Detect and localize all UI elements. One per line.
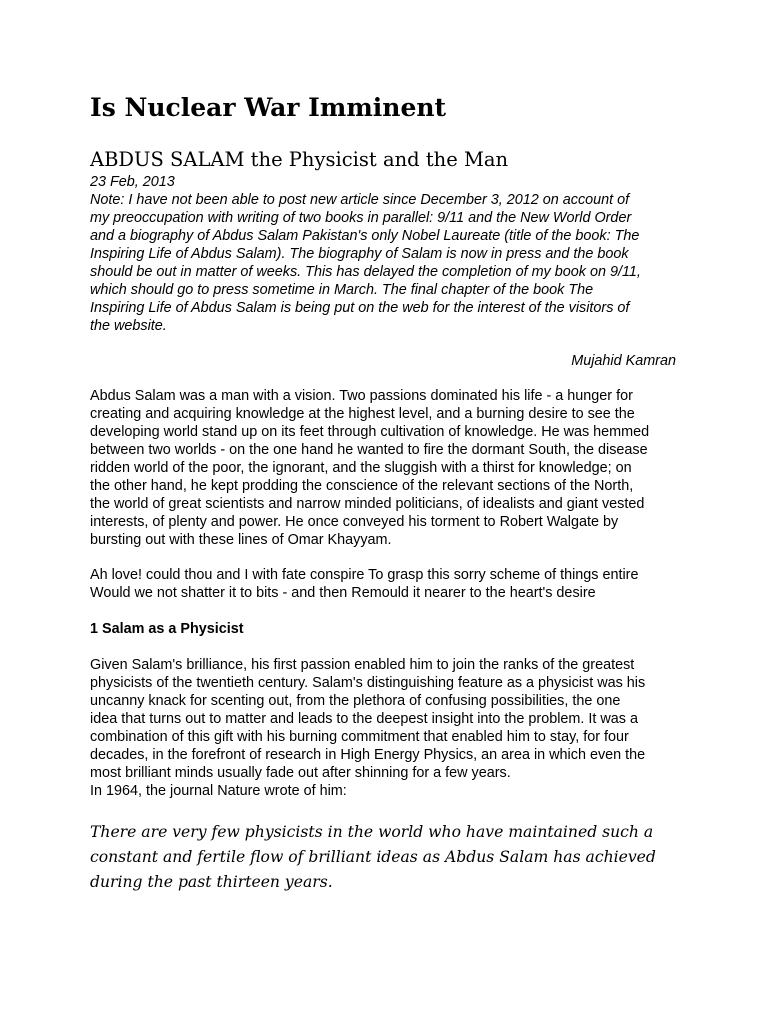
- paragraph-line: the other hand, he kept prodding the conscience of the relevant sections of the North,: [90, 478, 634, 494]
- quote-line: constant and fertile flow of brilliant ideas as Abdus Salam has achieved: [90, 848, 656, 866]
- article-date: 23 Feb, 2013: [90, 174, 175, 190]
- paragraph-line: bursting out with these lines of Omar Khayyam.: [90, 532, 392, 548]
- nature-quote: [90, 820, 656, 895]
- article-title: ABDUS SALAM the Physicist and the Man: [90, 148, 509, 171]
- paragraph-line: interests, of plenty and power. He once conveyed his torment to Robert Walgate by: [90, 514, 619, 530]
- paragraph-line: ridden world of the poor, the ignorant, and the sluggish with a thirst for knowledge; on: [90, 460, 632, 476]
- paragraph-line: creating and acquiring knowledge at the highest level, and a burning desire to see the: [90, 406, 635, 422]
- paragraph-line: most brilliant minds usually fade out after shinning for a few years.: [90, 765, 511, 781]
- note-line: should be out in matter of weeks. This has delayed the completion of my book on 9/11,: [90, 264, 641, 280]
- page-title: Is Nuclear War Imminent: [90, 93, 447, 122]
- quote-line: during the past thirteen years.: [90, 873, 333, 891]
- quote-line: There are very few physicists in the world who have maintained such a: [90, 823, 654, 841]
- paragraph-line: Given Salam's brilliance, his first passion enabled him to join the ranks of the greatest: [90, 657, 635, 673]
- author-note: [90, 173, 678, 335]
- paragraph-line: idea that turns out to matter and leads to the deepest insight into the problem. It was a: [90, 711, 638, 727]
- note-line: Note: I have not been able to post new article since December 3, 2012 on account of: [90, 192, 630, 208]
- note-line: Inspiring Life of Abdus Salam). The biography of Salam is now in press and the book: [90, 246, 629, 262]
- paragraph-line: combination of this gift with his burning commitment that enabled him to stay, for four: [90, 729, 629, 745]
- paragraph-line: developing world stand up on its feet through cultivation of knowledge. He was hemmed: [90, 424, 650, 440]
- paragraph-line: uncanny knack for scenting out, from the plethora of confusing possibilities, the one: [90, 693, 621, 709]
- note-line: the website.: [90, 318, 167, 334]
- physicist-paragraph: [90, 656, 690, 800]
- paragraph-line: Abdus Salam was a man with a vision. Two passions dominated his life - a hunger for: [90, 388, 633, 404]
- paragraph-line: decades, in the forefront of research in High Energy Physics, an area in which even the: [90, 747, 646, 763]
- section-heading: 1 Salam as a Physicist: [90, 621, 244, 637]
- author-signature: Mujahid Kamran: [571, 353, 676, 369]
- paragraph-line: physicists of the twentieth century. Salam's distinguishing feature as a physicist was his: [90, 675, 646, 691]
- poem-line: Ah love! could thou and I with fate conspire To grasp this sorry scheme of things entire: [90, 567, 639, 583]
- note-line: and a biography of Abdus Salam Pakistan's only Nobel Laureate (title of the book: The: [90, 228, 640, 244]
- paragraph-line: In 1964, the journal Nature wrote of him:: [90, 783, 347, 799]
- intro-paragraph: [90, 387, 690, 549]
- note-line: Inspiring Life of Abdus Salam is being put on the web for the interest of the visitors of: [90, 300, 630, 316]
- paragraph-line: the world of great scientists and narrow minded politicians, of idealists and giant vested: [90, 496, 645, 512]
- poem-paragraph: [90, 566, 690, 602]
- note-line: my preoccupation with writing of two books in parallel: 9/11 and the New World Order: [90, 210, 632, 226]
- poem-line: Would we not shatter it to bits - and then Remould it nearer to the heart's desire: [90, 585, 596, 601]
- paragraph-line: between two worlds - on the one hand he wanted to fire the dormant South, the disease: [90, 442, 648, 458]
- note-line: which should go to press sometime in March. The final chapter of the book The: [90, 282, 594, 298]
